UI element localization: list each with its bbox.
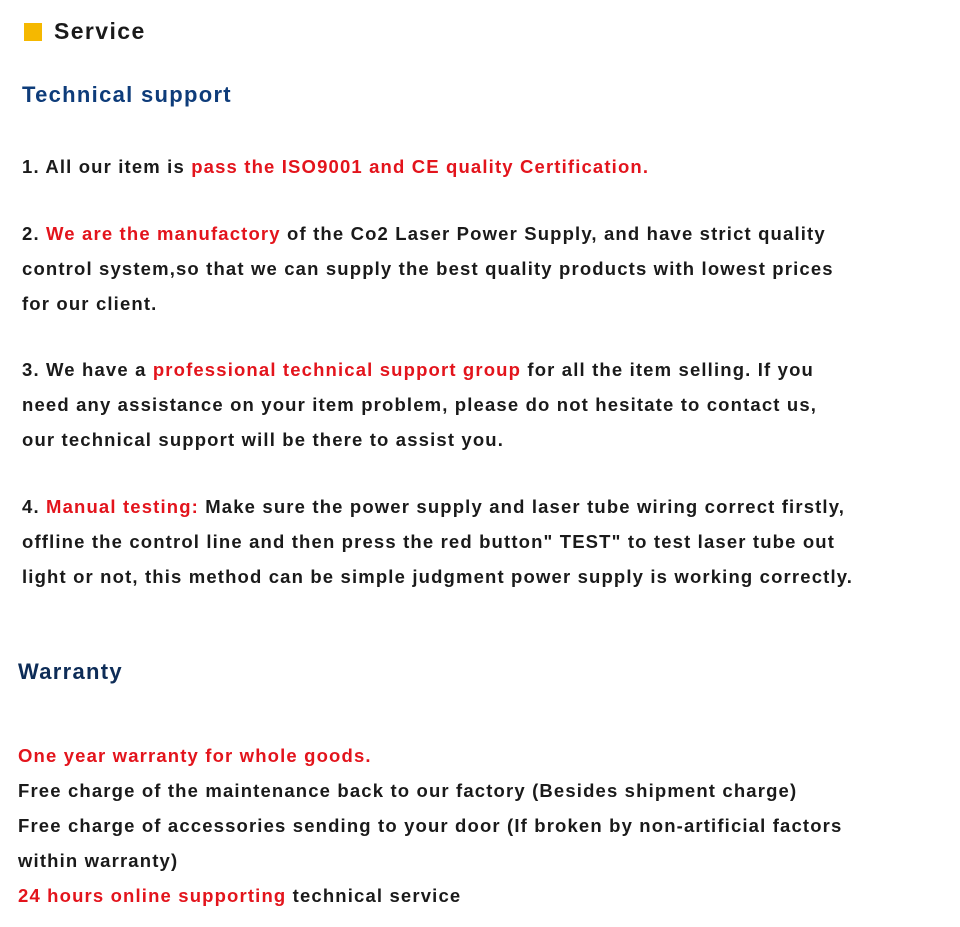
warranty-block: [18, 738, 842, 913]
tech-item-4-prefix: 4.: [22, 496, 47, 517]
warranty-line-5-highlight: 24 hours online supporting: [18, 885, 287, 906]
warranty-line-5-rest: technical service: [286, 885, 462, 906]
tech-item-2-line2: control system,so that we can supply the best quality products with lowest prices: [22, 258, 834, 279]
tech-item-4: [22, 489, 853, 594]
tech-item-3-highlight: professional technical support group: [152, 359, 522, 380]
tech-item-1: [22, 149, 649, 184]
tech-item-3-line3: our technical support will be there to assist you.: [22, 429, 505, 450]
tech-item-3: [22, 352, 817, 457]
warranty-line-2: Free charge of the maintenance back to our factory (Besides shipment charge): [18, 780, 798, 801]
yellow-square-icon: [24, 23, 42, 41]
tech-item-2-highlight: We are the manufactory: [46, 223, 281, 244]
tech-item-3-prefix: 3. We have a: [22, 359, 153, 380]
tech-item-3-line1: for all the item selling. If you: [521, 359, 814, 380]
section-title: Service: [54, 18, 146, 44]
tech-item-3-line2: need any assistance on your item problem, please do not hesitate to contact us,: [22, 394, 818, 415]
warranty-line-1: One year warranty for whole goods.: [18, 745, 372, 766]
tech-item-4-line2: offline the control line and then press the red button" TEST" to test laser tube out: [22, 531, 836, 552]
technical-support-heading: Technical support: [22, 82, 232, 107]
warranty-line-4: within warranty): [18, 850, 179, 871]
tech-item-2-line3: for our client.: [22, 293, 158, 314]
tech-item-2-line1: of the Co2 Laser Power Supply, and have strict quality: [280, 223, 826, 244]
tech-item-1-highlight: pass the ISO9001 and CE quality Certification.: [191, 156, 650, 177]
tech-item-4-line3: light or not, this method can be simple judgment power supply is working correctly.: [22, 566, 854, 587]
warranty-heading: Warranty: [18, 659, 123, 684]
tech-item-2: [22, 216, 834, 321]
tech-item-4-highlight: Manual testing:: [46, 496, 199, 517]
warranty-line-3: Free charge of accessories sending to your door (If broken by non-artificial factors: [18, 815, 843, 836]
tech-item-1-prefix: 1. All our item is: [22, 156, 192, 177]
section-header: [24, 18, 146, 45]
tech-item-2-prefix: 2.: [22, 223, 47, 244]
tech-item-4-line1: Make sure the power supply and laser tube wiring correct firstly,: [198, 496, 846, 517]
